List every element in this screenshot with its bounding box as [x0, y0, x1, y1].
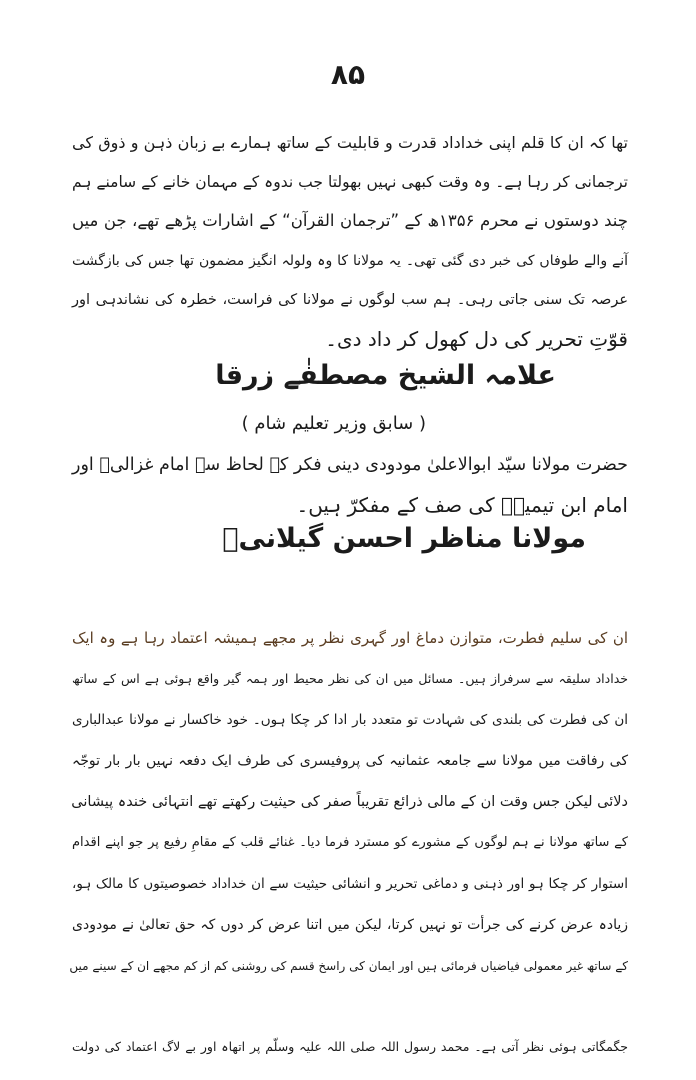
text-line: ان کی سلیم فطرت، متوازن دماغ اور گہری نظر پر مجھے ہمیشہ اعتماد رہا ہے وہ ایک: [72, 629, 628, 647]
page-number: ۸۵: [330, 58, 366, 91]
text-line: کے ساتھ غیر معمولی فیاضیاں فرمائی ہیں اور ایمان کی راسخ قسم کی روشنی کم از کم مجھے ان کے سینے میں: [69, 959, 628, 973]
text-line: دلائی لیکن جس وقت ان کے مالی ذرائع تقریباً صفر کی حیثیت رکھتے تھے انتہائی خندہ پیشانی: [71, 794, 628, 810]
text-line: استوار کر چکا ہو اور ذہنی و دماغی تحریر و انشائی حیثیت سے ان خداداد خصوصیتوں کا مالک ہو،: [72, 876, 628, 892]
section-heading: علامہ الشیخ مصطفٰے زرقا: [215, 360, 556, 391]
section-heading: مولانا مناظر احسن گیلانیؒ: [222, 523, 586, 554]
text-line: عرصہ تک سنی جاتی رہی۔ ہم سب لوگوں نے مولانا کی فراست، خطرہ کی نشاندہی اور: [72, 292, 628, 308]
text-line: خداداد سلیقہ سے سرفراز ہیں۔ مسائل میں ان کی نظر محیط اور ہمہ گیر واقع ہوئی ہے اس کے ساتھ: [72, 671, 628, 686]
section-subtitle: ( سابق وزیر تعلیم شام ): [241, 413, 426, 434]
text-line: چند دوستوں نے محرم ۱۳۵۶ھ کے ”ترجمان القرآن“ کے اشارات پڑھے تھے، جن میں: [72, 211, 628, 230]
text-line: کے ساتھ مولانا نے ہم لوگوں کے مشورے کو مسترد فرما دیا۔ غنائے قلب کے مقامِ رفیع پر جو اپنے اقدام: [72, 835, 628, 850]
text-line: زیادہ عرض کرنے کی جرأت تو نہیں کرتا، لیکن میں اتنا عرض کر دوں کہ حق تعالیٰ نے مودودی: [72, 917, 628, 933]
text-line: تھا کہ ان کا قلم اپنی خداداد قدرت و قابلیت کے ساتھ ہمارے بے زبان ذہن و ذوق کی: [72, 133, 628, 152]
text-line: جگمگاتی ہوئی نظر آتی ہے۔ محمد رسول اللہ صلی اللہ علیہ وسلّم پر اتھاہ اور بے لاگ اعتماد کی دولت: [72, 1039, 628, 1054]
text-line: آنے والے طوفاں کی خبر دی گئی تھی۔ یہ مولانا کا وہ ولولہ انگیز مضمون تھا جس کی بازگشت: [72, 253, 628, 269]
text-line: ان کی فطرت کی بلندی کی شہادت تو متعدد بار ادا کر چکا ہوں۔ خود خاکسار نے مولانا عبدالباری: [72, 712, 628, 728]
text-line: ترجمانی کر رہا ہے۔ وہ وقت کبھی نہیں بھولتا جب ندوہ کے مہمان خانے کے سامنے ہم: [72, 173, 628, 191]
text-line: کی رفاقت میں مولانا سے جامعہ عثمانیہ کی پروفیسری کی طرف ایک دفعہ نہیں بار بار توجّہ: [72, 753, 628, 769]
text-line: حضرت مولانا سیّد ابوالاعلیٰ مودودی دینی فکر کے لحاظ سے امام غزالیؒ اور: [72, 455, 628, 475]
text-line: امام ابن تیمیہؒ کی صف کے مفکرّ ہیں۔: [296, 493, 628, 517]
text-line: قوّتِ تحریر کی دل کھول کر داد دی۔: [325, 327, 628, 351]
